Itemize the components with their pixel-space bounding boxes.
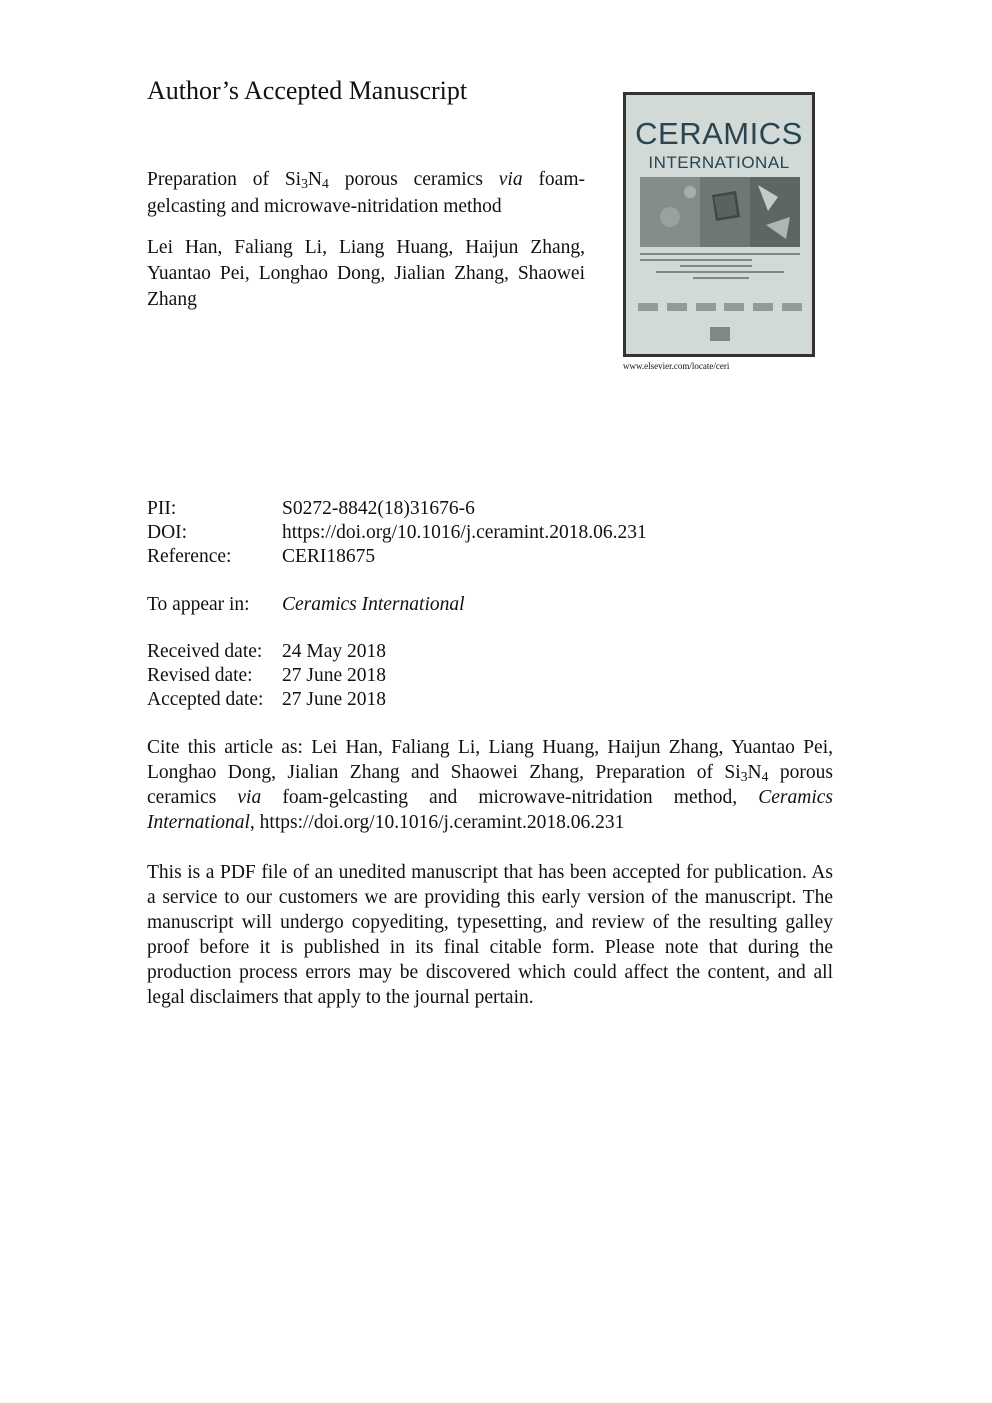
title-part: foam-gelcasting and microwave-nitridation method bbox=[147, 169, 586, 217]
author-list: Lei Han, Faliang Li, Liang Huang, Haijun Zhang, Yuantao Pei, Longhao Dong, Jialian Zhang, Shaowei Zhang bbox=[147, 237, 585, 310]
title-part: porous ceramics bbox=[328, 169, 499, 190]
title-subscript: 4 bbox=[322, 176, 329, 191]
cover-line bbox=[656, 271, 784, 273]
cite-subscript: 3 bbox=[740, 769, 748, 784]
title-italic: via bbox=[498, 169, 523, 190]
cover-line bbox=[640, 259, 752, 261]
cover-micrograph-image bbox=[640, 177, 800, 247]
citation-paragraph bbox=[147, 735, 833, 835]
cover-subtitle: INTERNATIONAL bbox=[648, 153, 790, 172]
notice-paragraph: This is a PDF file of an unedited manuscript that has been accepted for publication. As a service to our customers we are providing this early version of the manuscript. The manuscript will undergo copyediting, typesetting, and review of the resulting galley proof before it is published in its final citable form. Please note that during the production process errors may be discovered which could affect the content, and all legal disclaimers that apply to the journal pertain. bbox=[147, 862, 833, 1008]
cover-col bbox=[638, 303, 658, 311]
article-title bbox=[147, 166, 585, 220]
cite-italic: via bbox=[237, 787, 262, 808]
accepted-value: 27 June 2018 bbox=[282, 689, 386, 710]
received-label: Received date: bbox=[147, 641, 263, 662]
appear-value: Ceramics International bbox=[282, 594, 465, 615]
accepted-label: Accepted date: bbox=[147, 689, 264, 710]
cite-text: Cite this article as: Lei Han, Faliang Li, Liang Huang, Haijun Zhang, Yuantao Pei, Longhao Dong, Jialian Zhang and Shaowei Zhang, Preparation of Si bbox=[147, 737, 833, 783]
pii-label: PII: bbox=[147, 498, 177, 519]
cover-line bbox=[640, 253, 800, 255]
title-part: Preparation of Si bbox=[147, 169, 302, 190]
cover-col bbox=[753, 303, 773, 311]
cover-columns bbox=[638, 303, 802, 317]
cover-url: www.elsevier.com/locate/ceri bbox=[623, 361, 730, 371]
cite-text: porous ceramics bbox=[147, 762, 833, 808]
journal-cover bbox=[623, 92, 815, 357]
appear-label: To appear in: bbox=[147, 594, 250, 615]
cover-col bbox=[696, 303, 716, 311]
cite-text: foam-gelcasting and microwave-nitridation method, bbox=[261, 787, 759, 808]
pii-value: S0272-8842(18)31676-6 bbox=[282, 498, 475, 519]
cite-journal: Ceramics International, bbox=[147, 787, 834, 833]
doi-value: https://doi.org/10.1016/j.ceramint.2018.06.231 bbox=[282, 522, 647, 543]
cover-line bbox=[680, 265, 752, 267]
cover-col bbox=[782, 303, 802, 311]
title-part: N bbox=[307, 169, 323, 190]
cover-col bbox=[724, 303, 744, 311]
cite-text: N bbox=[747, 762, 762, 783]
manuscript-heading: Author’s Accepted Manuscript bbox=[147, 76, 468, 105]
revised-label: Revised date: bbox=[147, 665, 253, 686]
cover-text-lines bbox=[640, 253, 800, 283]
cover-title: CERAMICS bbox=[635, 116, 803, 151]
publisher-logo-icon bbox=[710, 327, 730, 341]
cite-doi: https://doi.org/10.1016/j.ceramint.2018.06.231 bbox=[254, 812, 625, 833]
revised-value: 27 June 2018 bbox=[282, 665, 386, 686]
reference-value: CERI18675 bbox=[282, 546, 376, 567]
doi-label: DOI: bbox=[147, 522, 188, 543]
title-subscript: 3 bbox=[301, 176, 308, 191]
reference-label: Reference: bbox=[147, 546, 232, 567]
cover-line bbox=[693, 277, 749, 279]
cite-subscript: 4 bbox=[761, 769, 769, 784]
received-value: 24 May 2018 bbox=[282, 641, 386, 662]
cover-col bbox=[667, 303, 687, 311]
